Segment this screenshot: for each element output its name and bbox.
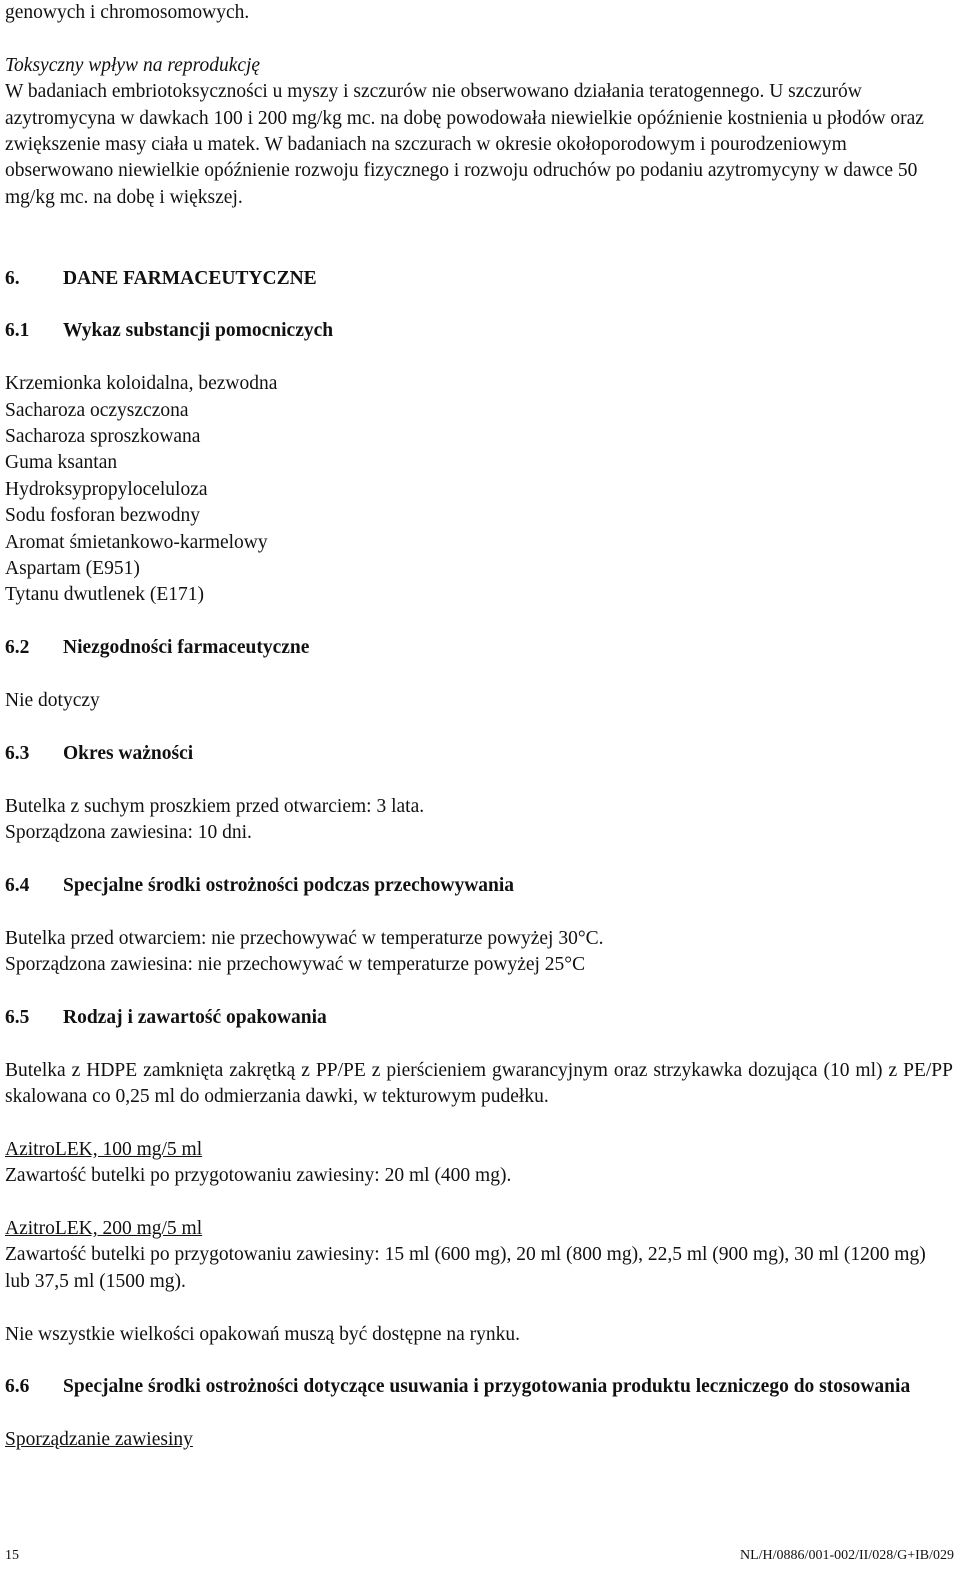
storage-bottle: Butelka przed otwarciem: nie przechowywać w temperaturze powyżej 30°C.	[5, 927, 604, 949]
storage-suspension: Sporządzona zawiesina: nie przechowywać w temperaturze powyżej 25°C	[5, 954, 586, 976]
pack-availability-note: Nie wszystkie wielkości opakowań muszą być dostępne na rynku.	[5, 1323, 520, 1345]
section-6-6-title: Specjalne środki ostrożności dotyczące usuwania i przygotowania produktu leczniczego do stosowania	[63, 1376, 911, 1398]
section-6-2-number: 6.2	[5, 637, 30, 659]
packaging-paragraph: Butelka z HDPE zamknięta zakrętką z PP/PE z pierścieniem gwarancyjnym oraz strzykawka dozująca (10 ml) z PE/PP skalowana co 0,25 ml do odmierzania dawki, w tekturowym pudełku.	[5, 1059, 953, 1108]
section-6-5-heading	[5, 1005, 953, 1031]
variant-100-text: Zawartość butelki po przygotowaniu zawiesiny: 20 ml (400 mg).	[5, 1165, 512, 1187]
section-6-5-title: Rodzaj i zawartość opakowania	[63, 1006, 327, 1028]
section-6-3-number: 6.3	[5, 742, 30, 764]
excipient-item: Tytanu dwutlenek (E171)	[5, 584, 204, 606]
variant-200-text: Zawartość butelki po przygotowaniu zawiesiny: 15 ml (600 mg), 20 ml (800 mg), 22,5 ml (900 mg), 30 ml (1200 mg) lub 37,5 ml (1500 mg).	[5, 1244, 926, 1292]
excipient-item: Sacharoza oczyszczona	[5, 399, 189, 421]
section-6-1-heading	[5, 318, 953, 344]
section-6-5-number: 6.5	[5, 1006, 30, 1028]
section-6-3-heading	[5, 741, 953, 767]
preparation-subheading: Sporządzanie zawiesiny	[5, 1429, 193, 1451]
excipient-item: Hydroksypropyloceluloza	[5, 478, 208, 500]
page-number: 15	[5, 1548, 19, 1563]
intro-line: genowych i chromosomowych.	[5, 2, 250, 23]
section-6-4-heading	[5, 873, 953, 899]
repro-paragraph: W badaniach embriotoksyczności u myszy i szczurów nie obserwowano działania teratogennego. U szczurów azytromycyna w dawkach 100 i 200 mg/kg mc. na dobę powodowała niewielkie opóźnienie kostnienia u płodów oraz zwiększenie masy ciała u matek. W badaniach na szczurach w okresie okołoporodowym i pourodzeniowym obserwowano niewielkie opóźnienie rozwoju fizycznego i rozwoju odruchów po podaniu azytromycyny w dawce 50 mg/kg mc. na dobę i większej.	[5, 81, 924, 208]
section-6-2-text: Nie dotyczy	[5, 690, 100, 712]
excipient-item: Aromat śmietankowo-karmelowy	[5, 531, 268, 553]
section-6-2-heading	[5, 635, 953, 661]
section-6-title: DANE FARMACEUTYCZNE	[63, 267, 317, 289]
section-6-number: 6.	[5, 267, 20, 289]
shelf-life-powder: Butelka z suchym proszkiem przed otwarciem: 3 lata.	[5, 795, 425, 817]
variant-200-title: AzitroLEK, 200 mg/5 ml	[5, 1218, 203, 1240]
section-6-3-title: Okres ważności	[63, 742, 194, 764]
repro-heading: Toksyczny wpływ na reprodukcję	[5, 54, 261, 76]
page-footer	[5, 1547, 954, 1565]
section-6-1-number: 6.1	[5, 320, 30, 342]
section-6-2-title: Niezgodności farmaceutyczne	[63, 637, 310, 659]
section-6-1-title: Wykaz substancji pomocniczych	[63, 320, 334, 342]
excipient-item: Aspartam (E951)	[5, 558, 140, 580]
section-6-4-number: 6.4	[5, 874, 30, 896]
section-6-6-number: 6.6	[5, 1376, 30, 1398]
shelf-life-suspension: Sporządzona zawiesina: 10 dni.	[5, 822, 252, 844]
document-reference: NL/H/0886/001-002/II/028/G+IB/029	[740, 1548, 954, 1563]
excipient-item: Krzemionka koloidalna, bezwodna	[5, 373, 278, 395]
document-page	[5, 0, 953, 1454]
excipient-item: Sacharoza sproszkowana	[5, 426, 201, 448]
excipient-item: Guma ksantan	[5, 452, 118, 474]
excipient-list	[5, 371, 953, 609]
section-6-4-title: Specjalne środki ostrożności podczas przechowywania	[63, 874, 515, 896]
section-6-6-heading	[5, 1374, 953, 1400]
variant-100-title: AzitroLEK, 100 mg/5 ml	[5, 1138, 203, 1160]
excipient-item: Sodu fosforan bezwodny	[5, 505, 200, 527]
section-6-heading	[5, 266, 953, 292]
